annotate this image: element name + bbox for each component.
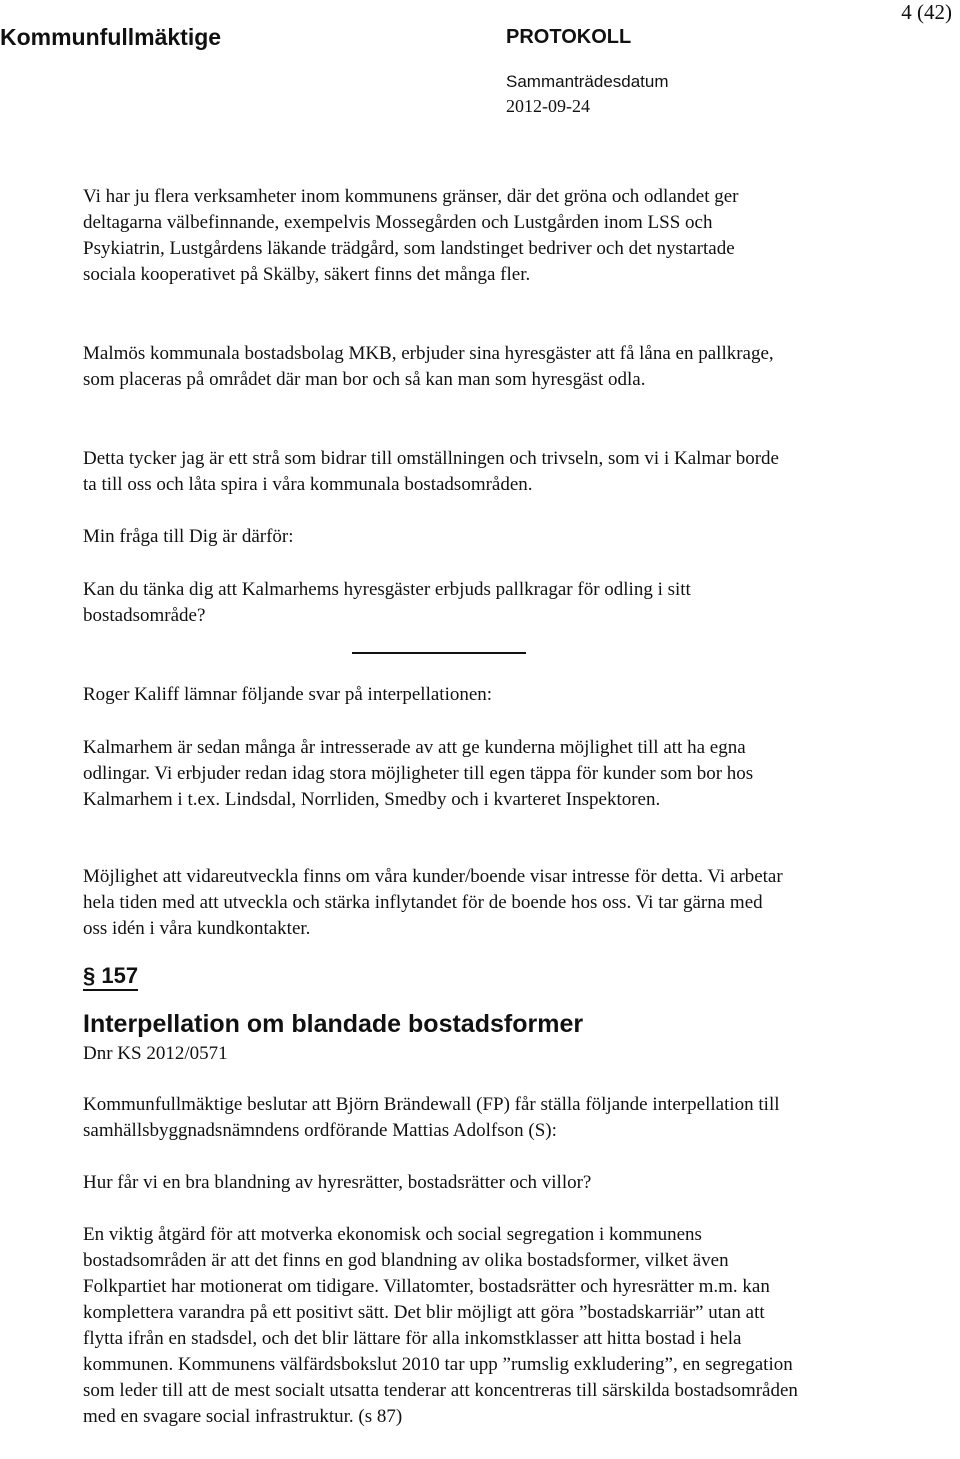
paragraph: Roger Kaliff lämnar följande svar på interpellationen: [83,684,493,705]
paragraph: En viktig åtgärd för att motverka ekonomisk och social segregation i kommunens bostadsområden är att det finns en god blandning av olika bostadsformer, vilket även Folkpartiet har motionerat om tidigare. Villatomter, bostadsrätter och hyresrätter m.m. kan komplettera varandra på ett positivt sätt. Det blir möjligt att göra ”bostadskarriär” utan att flytta ifrån en stadsdel, och det blir lättare för alla inkomstklasser att hitta bostad i hela kommunen. Kommunens välfärdsbokslut 2010 tar upp ”rumslig exkludering”, en segregation som leder till att de mest socialt utsatta tenderar att koncentreras till särskilda bostadsområden med en svagare social infrastruktur. (s 87) [83,1224,798,1427]
separator-line [352,652,526,654]
paragraph: Kommunfullmäktige beslutar att Björn Brändewall (FP) får ställa följande interpellation till samhällsbyggnadsnämndens ordförande Mattias Adolfson (S): [83,1094,780,1141]
date-label: Sammanträdesdatum [506,72,669,91]
question-paragraph: Kan du tänka dig att Kalmarhems hyresgäster erbjuds pallkragar för odling i sitt bostadsområde? [83,579,691,626]
meeting-date: 2012-09-24 [506,96,590,116]
answer-paragraph: Möjlighet att vidareutveckla finns om våra kunder/boende visar intresse för detta. Vi arbetar hela tiden med att utveckla och stärka inflytandet för de boende hos oss. Vi tar gärna med oss idén i våra kundkontakter. [83,866,783,939]
paragraph: Min fråga till Dig är därför: [83,526,294,547]
organization-name: Kommunfullmäktige [0,24,222,50]
question-paragraph: Hur får vi en bra blandning av hyresrätter, bostadsrätter och villor? [83,1172,592,1193]
document-type: PROTOKOLL [506,26,632,48]
paragraph: Vi har ju flera verksamheter inom kommunens gränser, där det gröna och odlandet ger deltagarna välbefinnande, exempelvis Mossegården och Lustgården inom LSS och Psykiatrin, Lustgårdens läkande trädgård, som landstinget bedriver och det nystartade sociala kooperativet på Skälby, säkert finns det många fler. [83,186,739,285]
answer-paragraph: Kalmarhem är sedan många år intresserade av att ge kunderna möjlighet till att ha egna odlingar. Vi erbjuder redan idag stora möjligheter till egen täppa för kunder som bor hos Kalmarhem i t.ex. Lindsdal, Norrliden, Smedby och i kvarteret Inspektoren. [83,737,754,810]
paragraph: Detta tycker jag är ett strå som bidrar till omställningen och trivseln, som vi i Kalmar borde ta till oss och låta spira i våra kommunala bostadsområden. [83,448,779,495]
section-title: Interpellation om blandade bostadsformer [83,1010,584,1038]
section-number: § 157 [83,962,138,990]
page-number: 4 (42) [901,0,952,24]
case-number: Dnr KS 2012/0571 [83,1043,228,1064]
paragraph: Malmös kommunala bostadsbolag MKB, erbjuder sina hyresgäster att få låna en pallkrage, som placeras på området där man bor och så kan man som hyresgäst odla. [83,343,774,390]
